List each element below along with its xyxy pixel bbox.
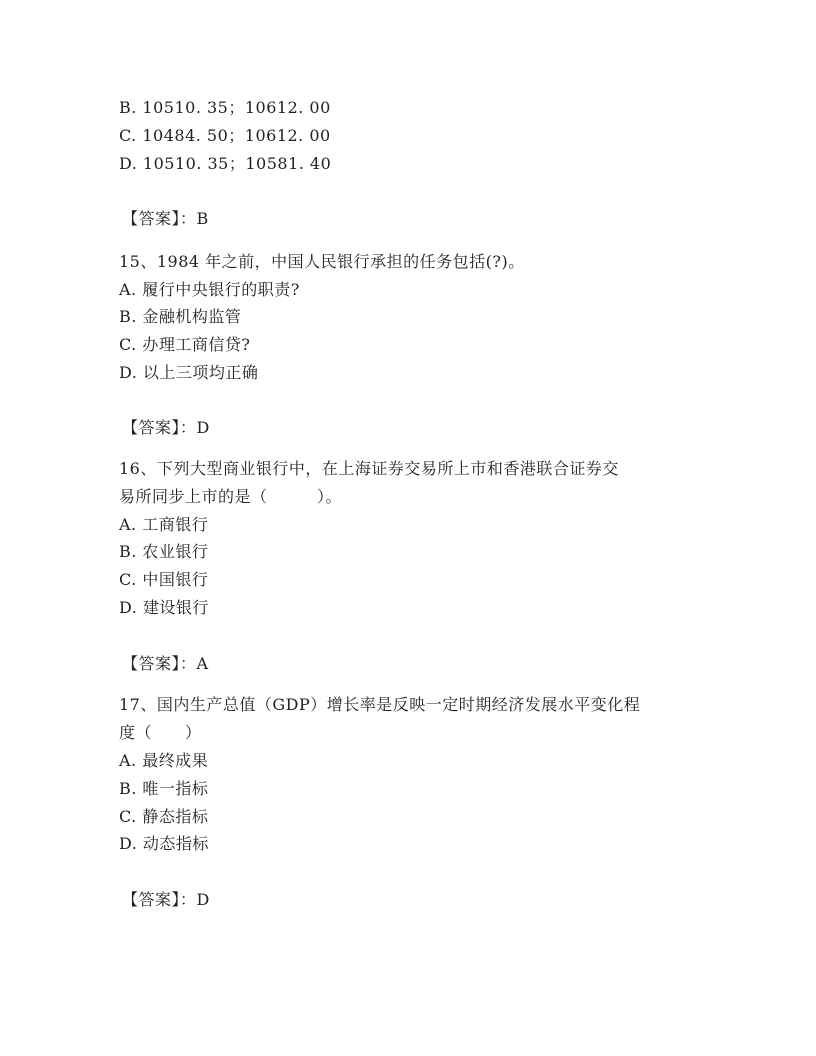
q16-answer: 【答案】：A	[122, 654, 209, 673]
q17-option-c: C. 静态指标	[119, 807, 209, 826]
q15-option-c: C. 办理工商信贷?	[119, 335, 251, 354]
q17-question-line1: 17、国内生产总值（GDP）增长率是反映一定时期经济发展水平变化程	[119, 695, 641, 714]
q16-option-a: A. 工商银行	[119, 515, 209, 534]
q14-answer: 【答案】：B	[122, 209, 209, 228]
q16-question-line2: 易所同步上市的是（ ）。	[119, 487, 343, 506]
q16-question-line1: 16、下列大型商业银行中，在上海证券交易所上市和香港联合证券交	[119, 459, 619, 478]
q16-option-d: D. 建设银行	[119, 598, 209, 617]
q15-option-b: B. 金融机构监管	[119, 307, 242, 326]
q14-option-b: B. 10510. 35；10612. 00	[119, 98, 331, 117]
q14-option-d: D. 10510. 35；10581. 40	[119, 154, 332, 173]
q15-option-d: D. 以上三项均正确	[119, 363, 259, 382]
q16-option-b: B. 农业银行	[119, 542, 209, 561]
q17-question-line2: 度（ ）	[119, 723, 202, 742]
q15-option-a: A. 履行中央银行的职责?	[119, 280, 300, 299]
q14-option-c: C. 10484. 50；10612. 00	[119, 126, 331, 145]
q15-question: 15、1984 年之前，中国人民银行承担的任务包括(?)。	[119, 252, 525, 271]
q17-answer: 【答案】：D	[122, 890, 210, 909]
q17-option-a: A. 最终成果	[119, 751, 209, 770]
q17-option-b: B. 唯一指标	[119, 779, 209, 798]
q17-option-d: D. 动态指标	[119, 834, 209, 853]
q16-option-c: C. 中国银行	[119, 570, 209, 589]
q15-answer: 【答案】：D	[122, 418, 210, 437]
